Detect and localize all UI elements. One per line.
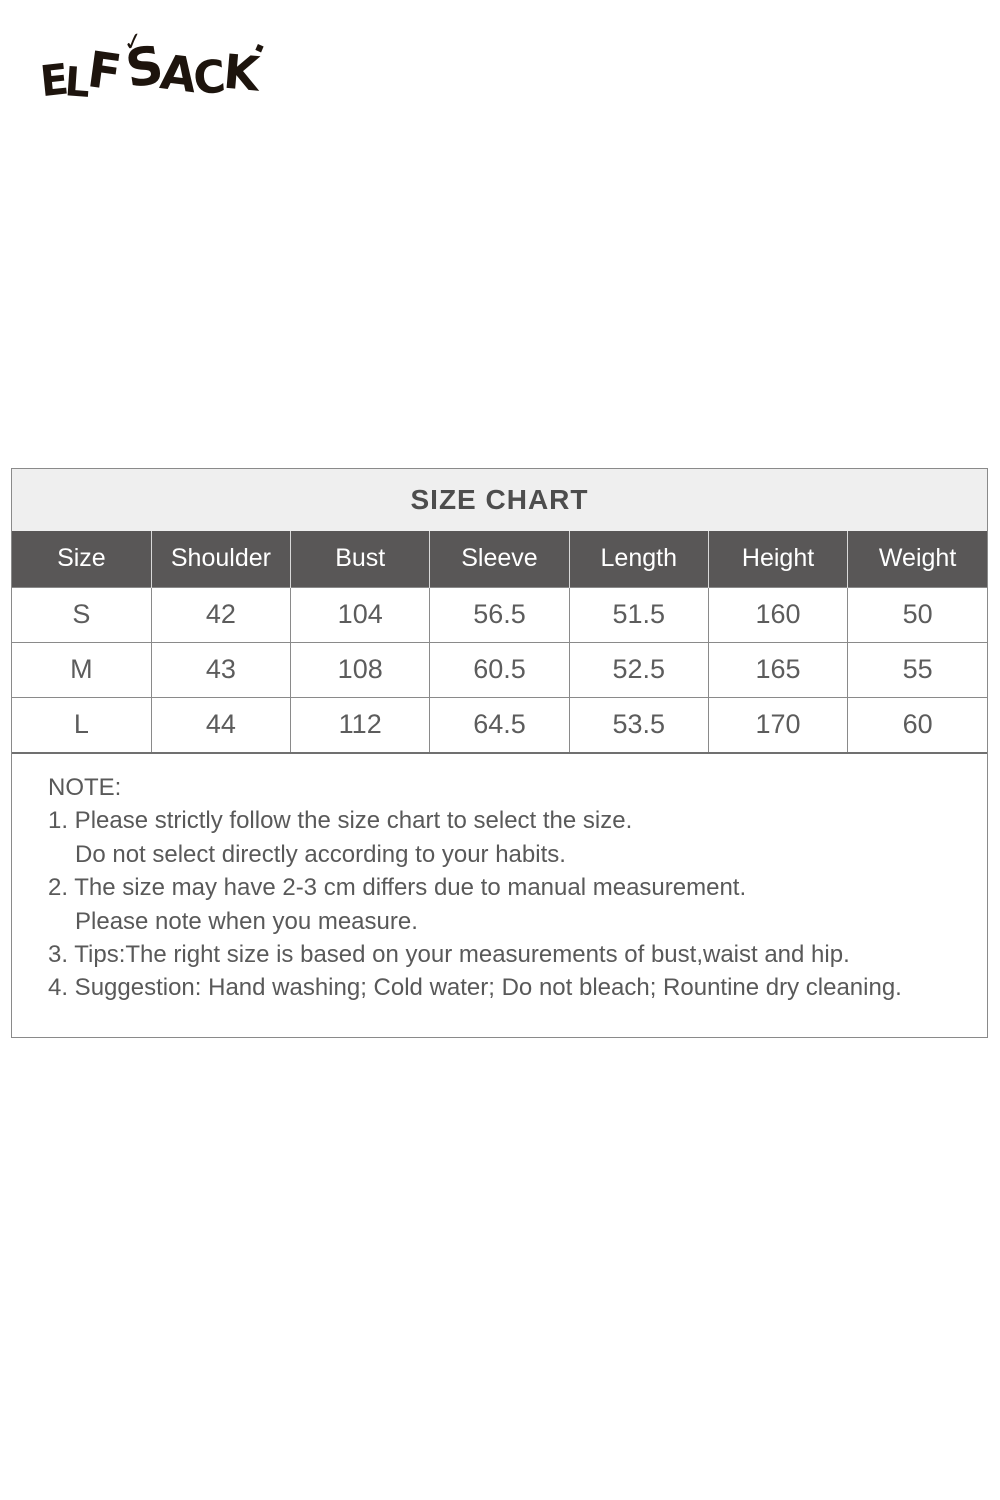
cell-l-length: 53.5 (569, 697, 708, 752)
table-row-m (12, 642, 987, 697)
cell-l-weight: 60 (848, 697, 987, 752)
table-row-s (12, 587, 987, 642)
column-header-sleeve: Sleeve (430, 531, 569, 587)
column-header-shoulder: Shoulder (151, 531, 290, 587)
column-header-size: Size (12, 531, 151, 587)
cell-m-weight: 55 (848, 642, 987, 697)
note-line-3: 3. Tips:The right size is based on your measurements of bust,waist and hip. (48, 941, 850, 969)
cell-s-height: 160 (708, 587, 847, 642)
column-header-length: Length (569, 531, 708, 587)
brand-logo: ✓ ELF SACK ▪ (40, 44, 256, 105)
cell-l-sleeve: 64.5 (430, 697, 569, 752)
cell-l-size: L (12, 697, 151, 752)
cell-s-shoulder: 42 (151, 587, 290, 642)
size-table (12, 531, 987, 752)
size-table-header-row (12, 531, 987, 587)
cell-s-size: S (12, 587, 151, 642)
cell-s-length: 51.5 (569, 587, 708, 642)
cell-l-bust: 112 (291, 697, 430, 752)
size-chart-panel (11, 468, 988, 1038)
notes-section (12, 752, 987, 1037)
cell-l-shoulder: 44 (151, 697, 290, 752)
notes-heading: NOTE: (48, 774, 122, 801)
column-header-height: Height (708, 531, 847, 587)
note-line-1b: Do not select directly according to your habits. (75, 840, 566, 868)
cell-m-length: 52.5 (569, 642, 708, 697)
cell-s-bust: 104 (291, 587, 430, 642)
cell-m-height: 165 (708, 642, 847, 697)
note-line-1: 1. Please strictly follow the size chart to select the size. (48, 807, 633, 835)
column-header-weight: Weight (848, 531, 987, 587)
size-chart-title: SIZE CHART (12, 469, 987, 531)
cell-s-sleeve: 56.5 (430, 587, 569, 642)
note-line-2: 2. The size may have 2-3 cm differs due to manual measurement. (48, 874, 747, 902)
cell-m-shoulder: 43 (151, 642, 290, 697)
cell-m-sleeve: 60.5 (430, 642, 569, 697)
cell-s-weight: 50 (848, 587, 987, 642)
cell-m-size: M (12, 642, 151, 697)
note-line-4: 4. Suggestion: Hand washing; Cold water; Do not bleach; Rountine dry cleaning. (48, 974, 902, 1002)
note-line-2b: Please note when you measure. (75, 907, 418, 935)
cell-l-height: 170 (708, 697, 847, 752)
table-row-l (12, 697, 987, 752)
cell-m-bust: 108 (291, 642, 430, 697)
column-header-bust: Bust (291, 531, 430, 587)
